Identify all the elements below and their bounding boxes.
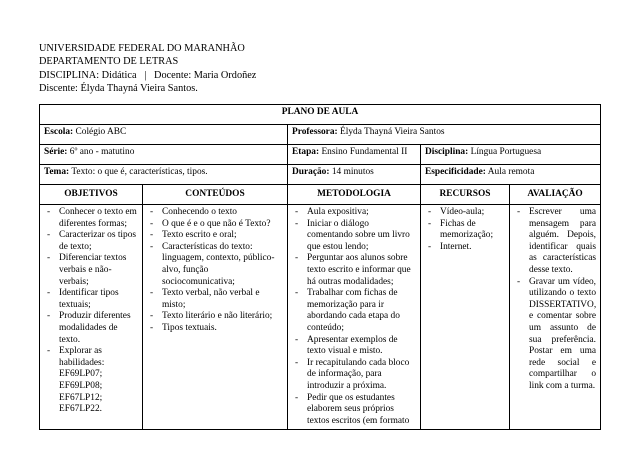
list-item: - Texto verbal, não verbal e misto; — [147, 288, 283, 311]
objectives-list — [44, 207, 138, 369]
teacher-cell — [288, 125, 601, 145]
methodology-cell — [288, 205, 421, 430]
list-item: - O que é e o que não é Texto? — [147, 219, 283, 231]
list-item: - Conhecer o texto em diferentes formas; — [44, 207, 138, 230]
subject-cell — [421, 145, 601, 165]
list-item: - Iniciar o diálogo comentando sobre um livro que estou lendo; — [292, 219, 416, 254]
specificity-value: Aula remota — [487, 167, 535, 177]
list-item: - Características do texto: linguagem, contexto, público-alvo, função sociocomunicativa; — [147, 242, 283, 288]
list-item: - Trabalhar com fichas de memorização para ir abordando cada etapa do conteúdo; — [292, 288, 416, 334]
subject-value: Língua Portuguesa — [470, 147, 542, 157]
list-item: - Identificar tipos textuais; — [44, 288, 138, 311]
contents-list — [147, 207, 283, 335]
list-item: - Conhecendo o texto — [147, 207, 283, 219]
stage-cell — [288, 145, 421, 165]
duration-value: 14 minutos — [331, 167, 374, 177]
university-name: UNIVERSIDADE FEDERAL DO MARANHÃO — [39, 43, 245, 54]
teacher-label: Professora: — [292, 127, 338, 137]
contents-cell — [143, 205, 288, 430]
list-item: - Fichas de memorização; — [425, 219, 505, 242]
list-item: - Gravar um vídeo, utilizando o texto DISSERTATIVO, e comentar sobre um assunto de sua preferência. Postar em uma rede social e compartilhar o link com a turma. — [514, 277, 596, 393]
column-header-objectives: OBJETIVOS — [40, 185, 143, 205]
list-item: - Aula expositiva; — [292, 207, 416, 219]
list-item: - Texto literário e não literário; — [147, 311, 283, 323]
list-item: - Pedir que os estudantes elaborem seus próprios textos escritos (em formato — [292, 393, 416, 428]
list-item: - Internet. — [425, 242, 505, 254]
specificity-label: Especificidade: — [425, 167, 486, 177]
list-item: - Ir recapitulando cada bloco de informação, para introduzir a próxima. — [292, 358, 416, 393]
list-item: - Explorar as habilidades: — [44, 346, 138, 369]
stage-label: Etapa: — [292, 147, 320, 157]
list-item: - Produzir diferentes modalidades de texto. — [44, 311, 138, 346]
evaluation-cell — [510, 205, 601, 430]
grade-value: 6º ano - matutino — [69, 147, 135, 157]
resources-cell — [421, 205, 510, 430]
plan-title: PLANO DE AULA — [40, 105, 601, 125]
school-cell — [40, 125, 288, 145]
list-item: - Vídeo-aula; — [425, 207, 505, 219]
skill-code: EF67LP12; — [59, 392, 103, 403]
skill-code: EF69LP07; — [59, 369, 103, 380]
theme-label: Tema: — [44, 167, 70, 177]
stage-value: Ensino Fundamental II — [321, 147, 408, 157]
department-name: DEPARTAMENTO DE LETRAS — [39, 56, 179, 68]
list-item: - Caracterizar os tipos de texto; — [44, 230, 138, 253]
duration-cell — [288, 165, 421, 185]
lesson-plan-table — [39, 104, 601, 430]
document-header — [39, 42, 256, 96]
teacher-value: Élyda Thayná Vieira Santos — [340, 127, 445, 137]
skill-code: EF69LP08; — [59, 380, 103, 391]
methodology-list — [292, 207, 416, 427]
resources-list — [425, 207, 505, 253]
theme-value: Texto: o que é, características, tipos. — [71, 167, 208, 177]
school-value: Colégio ABC — [75, 127, 127, 137]
list-item: - Perguntar aos alunos sobre texto escrito e informar que há outras modalidades; — [292, 253, 416, 288]
column-header-contents: CONTEÚDOS — [143, 185, 288, 205]
discipline-line: DISCIPLINA: Didática | Docente: Maria Ordoñez — [39, 69, 257, 81]
student-line: Discente: Élyda Thayná Vieira Santos. — [39, 83, 198, 95]
theme-cell — [40, 165, 288, 185]
duration-label: Duração: — [292, 167, 330, 177]
subject-label: Disciplina: — [425, 147, 469, 157]
grade-cell — [40, 145, 288, 165]
column-header-evaluation: AVALIAÇÃO — [510, 185, 601, 205]
column-header-resources: RECURSOS — [421, 185, 510, 205]
list-item: - Diferenciar textos verbais e não-verbais; — [44, 253, 138, 288]
objectives-cell — [40, 205, 143, 430]
evaluation-list — [514, 207, 596, 393]
list-item: - Escrever uma mensagem para alguém. Depois, identificar quais as características desse texto. — [514, 207, 596, 277]
column-header-methodology: METODOLOGIA — [288, 185, 421, 205]
list-item: - Tipos textuais. — [147, 323, 283, 335]
list-item: - Texto escrito e oral; — [147, 230, 283, 242]
specificity-cell — [421, 165, 601, 185]
grade-label: Série: — [44, 147, 68, 157]
skill-code: EF67LP22. — [59, 404, 102, 415]
skill-codes — [44, 369, 138, 415]
school-label: Escola: — [44, 127, 74, 137]
list-item: - Apresentar exemplos de texto visual e misto. — [292, 335, 416, 358]
